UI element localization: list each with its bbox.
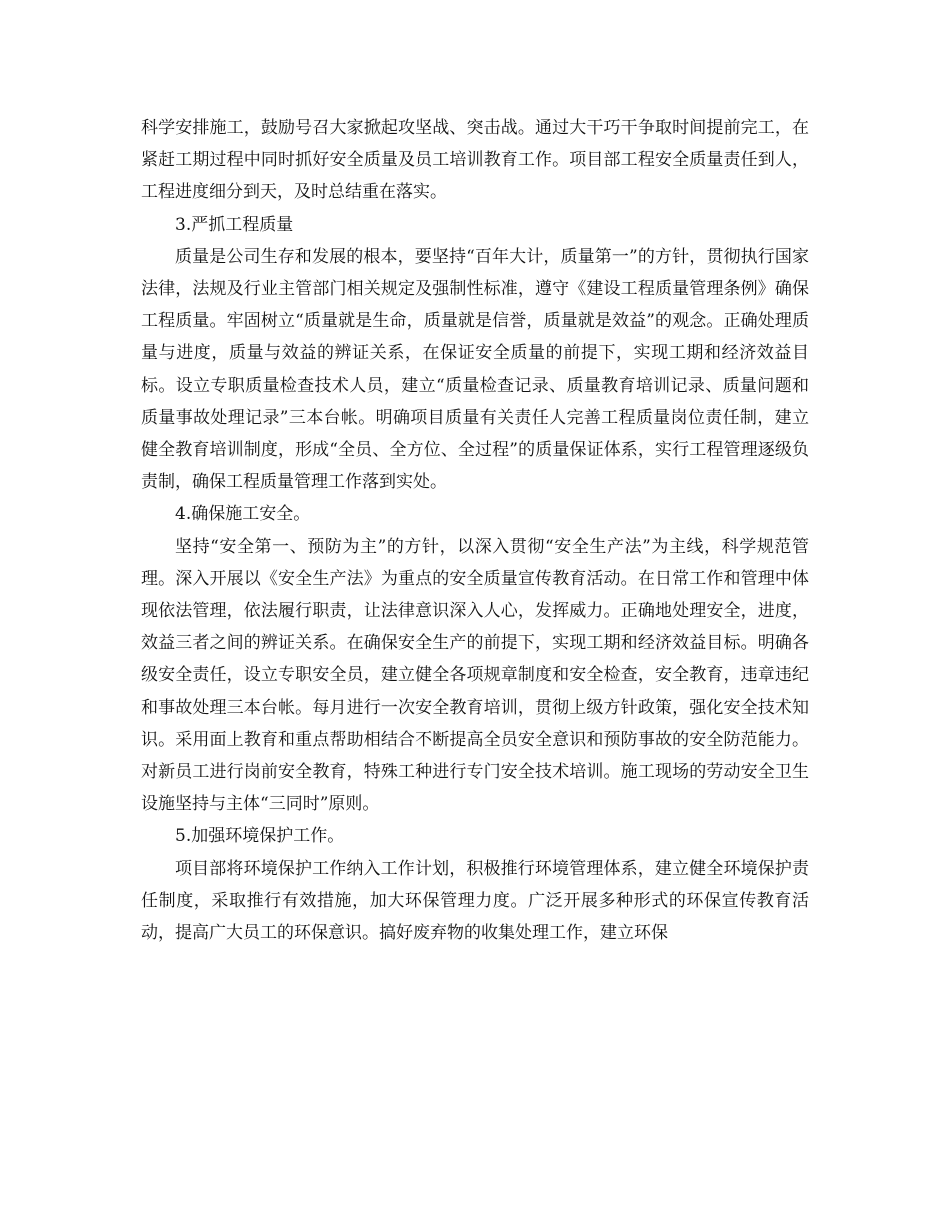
heading-quality: 3.严抓工程质量 <box>175 214 294 235</box>
paragraph-quality: 质量是公司生存和发展的根本，要坚持“百年大计，质量第一”的方针，贯彻执行国家法律，法规及行业主管部门相关规定及强制性标准，遵守《建设工程质量管理条例》确保工程质量。牢固树立“质量就是生命，质量就是信誉，质量就是效益”的观念。正确处理质量与进度，质量与效益的辨证关系，在保证安全质量的前提下，实现工期和经济效益目标。设立专职质量检查技术人员，建立“质量检查记录、质量教育培训记录、质量问题和质量事故处理记录”三本台帐。明确项目质量有关责任人完善工程质量岗位责任制，建立健全教育培训制度，形成“全员、全方位、全过程”的质量保证体系，实行工程管理逐级负责制，确保工程质量管理工作落到实处。 <box>141 246 809 493</box>
heading-environment: 5.加强环境保护工作。 <box>175 826 345 847</box>
document-page <box>141 112 809 949</box>
paragraph-environment: 项目部将环境保护工作纳入工作计划，积极推行环境管理体系，建立健全环境保护责任制度，采取推行有效措施，加大环保管理力度。广泛开展多种形式的环保宣传教育活动，提高广大员工的环保意识。搞好废弃物的收集处理工作，建立环保 <box>141 858 809 944</box>
heading-safety: 4.确保施工安全。 <box>175 504 311 525</box>
paragraph-safety: 坚持“安全第一、预防为主”的方针，以深入贯彻“安全生产法”为主线，科学规范管理。深入开展以《安全生产法》为重点的安全质量宣传教育活动。在日常工作和管理中体现依法管理，依法履行职责，让法律意识深入人心，发挥威力。正确地处理安全，进度，效益三者之间的辨证关系。在确保安全生产的前提下，实现工期和经济效益目标。明确各级安全责任，设立专职安全员，建立健全各项规章制度和安全检查，安全教育，违章违纪和事故处理三本台帐。每月进行一次安全教育培训，贯彻上级方针政策，强化安全技术知识。采用面上教育和重点帮助相结合不断提高全员安全意识和预防事故的安全防范能力。对新员工进行岗前安全教育，特殊工种进行专门安全技术培训。施工现场的劳动安全卫生设施坚持与主体“三同时”原则。 <box>141 536 809 815</box>
paragraph-schedule: 科学安排施工，鼓励号召大家掀起攻坚战、突击战。通过大干巧干争取时间提前完工，在紧赶工期过程中同时抓好安全质量及员工培训教育工作。项目部工程安全质量责任到人，工程进度细分到天，及时总结重在落实。 <box>141 118 809 203</box>
